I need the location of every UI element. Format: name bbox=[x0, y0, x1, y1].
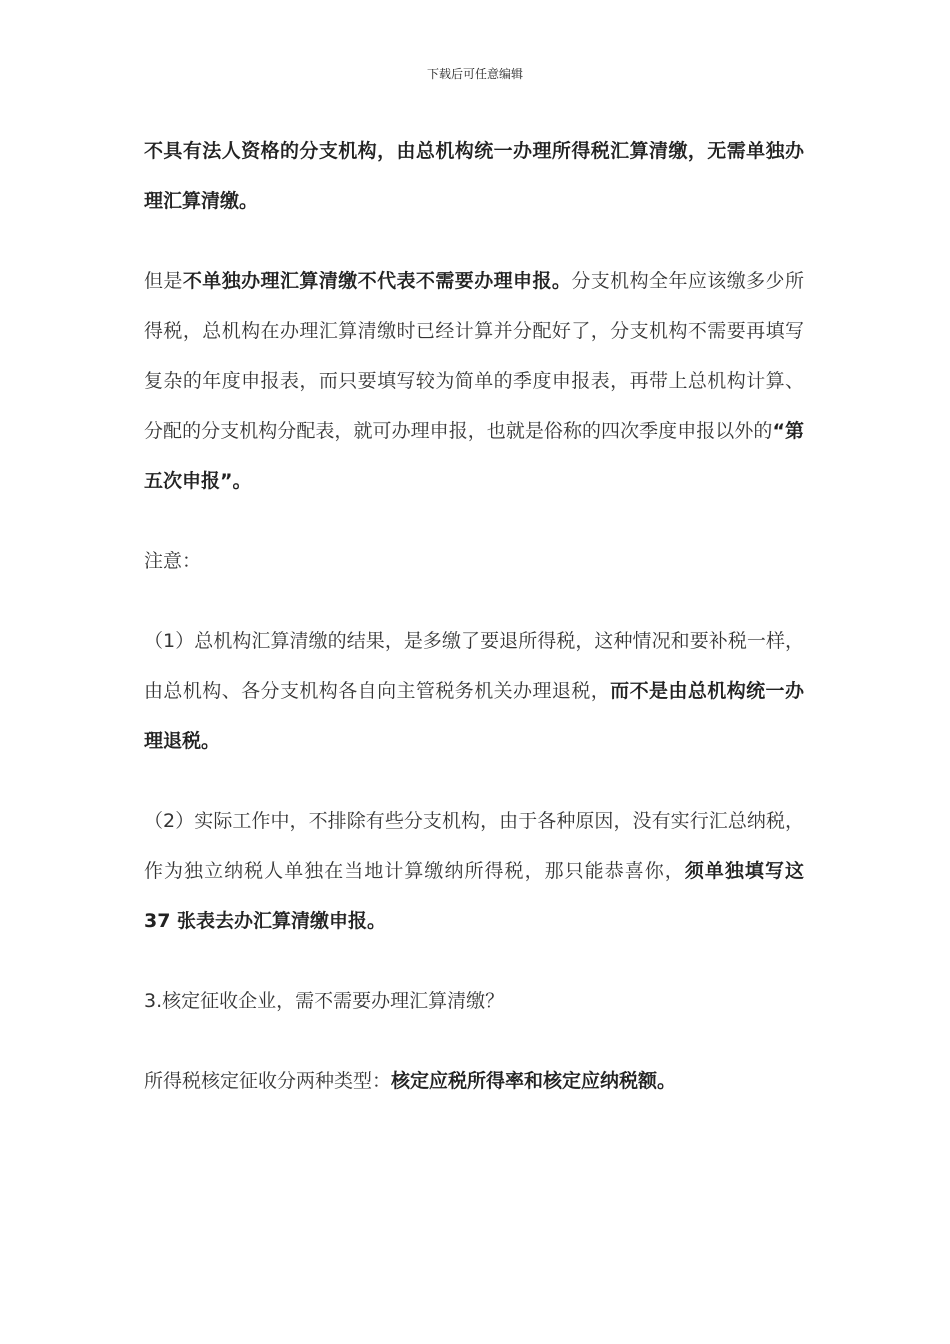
bold-text: “第五次申报”。 bbox=[144, 420, 804, 492]
bold-text: 不单独办理汇算清缴不代表不需要办理申报。 bbox=[182, 270, 572, 292]
bold-text: 核定应税所得率和核定应纳税额。 bbox=[391, 1070, 677, 1092]
paragraph-note-1 bbox=[144, 616, 804, 766]
paragraph-note-2 bbox=[144, 796, 804, 946]
paragraph-fifth-declaration bbox=[144, 256, 804, 506]
text-span: 注意： bbox=[144, 550, 202, 572]
text-span: 所得税核定征收分两种类型： bbox=[144, 1070, 392, 1092]
text-span: 3.核定征收企业，需不需要办理汇算清缴？ bbox=[144, 990, 505, 1012]
text-span: 但是 bbox=[144, 270, 183, 292]
text-span: （1）总机构汇算清缴的结果，是多缴了要退所得税，这种情况和要补税一样，由总机构、各分支机构各自向主管税务机关办理退税， bbox=[144, 630, 804, 702]
document-body bbox=[144, 126, 804, 1136]
bold-text: 须单独填写这 37 张表去办汇算清缴申报。 bbox=[144, 860, 804, 932]
bold-text: 而不是由总机构统一办理退税。 bbox=[144, 680, 804, 752]
paragraph-section-3-heading bbox=[144, 976, 804, 1026]
page-header: 下载后可任意编辑 bbox=[426, 67, 523, 81]
paragraph-assessment-types bbox=[144, 1056, 804, 1106]
paragraph-branch-no-filing bbox=[144, 126, 804, 226]
text-span: （2）实际工作中，不排除有些分支机构，由于各种原因，没有实行汇总纳税，作为独立纳税人单独在当地计算缴纳所得税，那只能恭喜你， bbox=[144, 810, 804, 882]
bold-text: 不具有法人资格的分支机构，由总机构统一办理所得税汇算清缴，无需单独办理汇算清缴。 bbox=[144, 140, 804, 212]
text-span: 分支机构全年应该缴多少所得税，总机构在办理汇算清缴时已经计算并分配好了，分支机构不需要再填写复杂的年度申报表，而只要填写较为简单的季度申报表，再带上总机构计算、分配的分支机构分配表，就可办理申报，也就是俗称的四次季度申报以外的 bbox=[144, 270, 804, 442]
paragraph-note-heading bbox=[144, 536, 804, 586]
